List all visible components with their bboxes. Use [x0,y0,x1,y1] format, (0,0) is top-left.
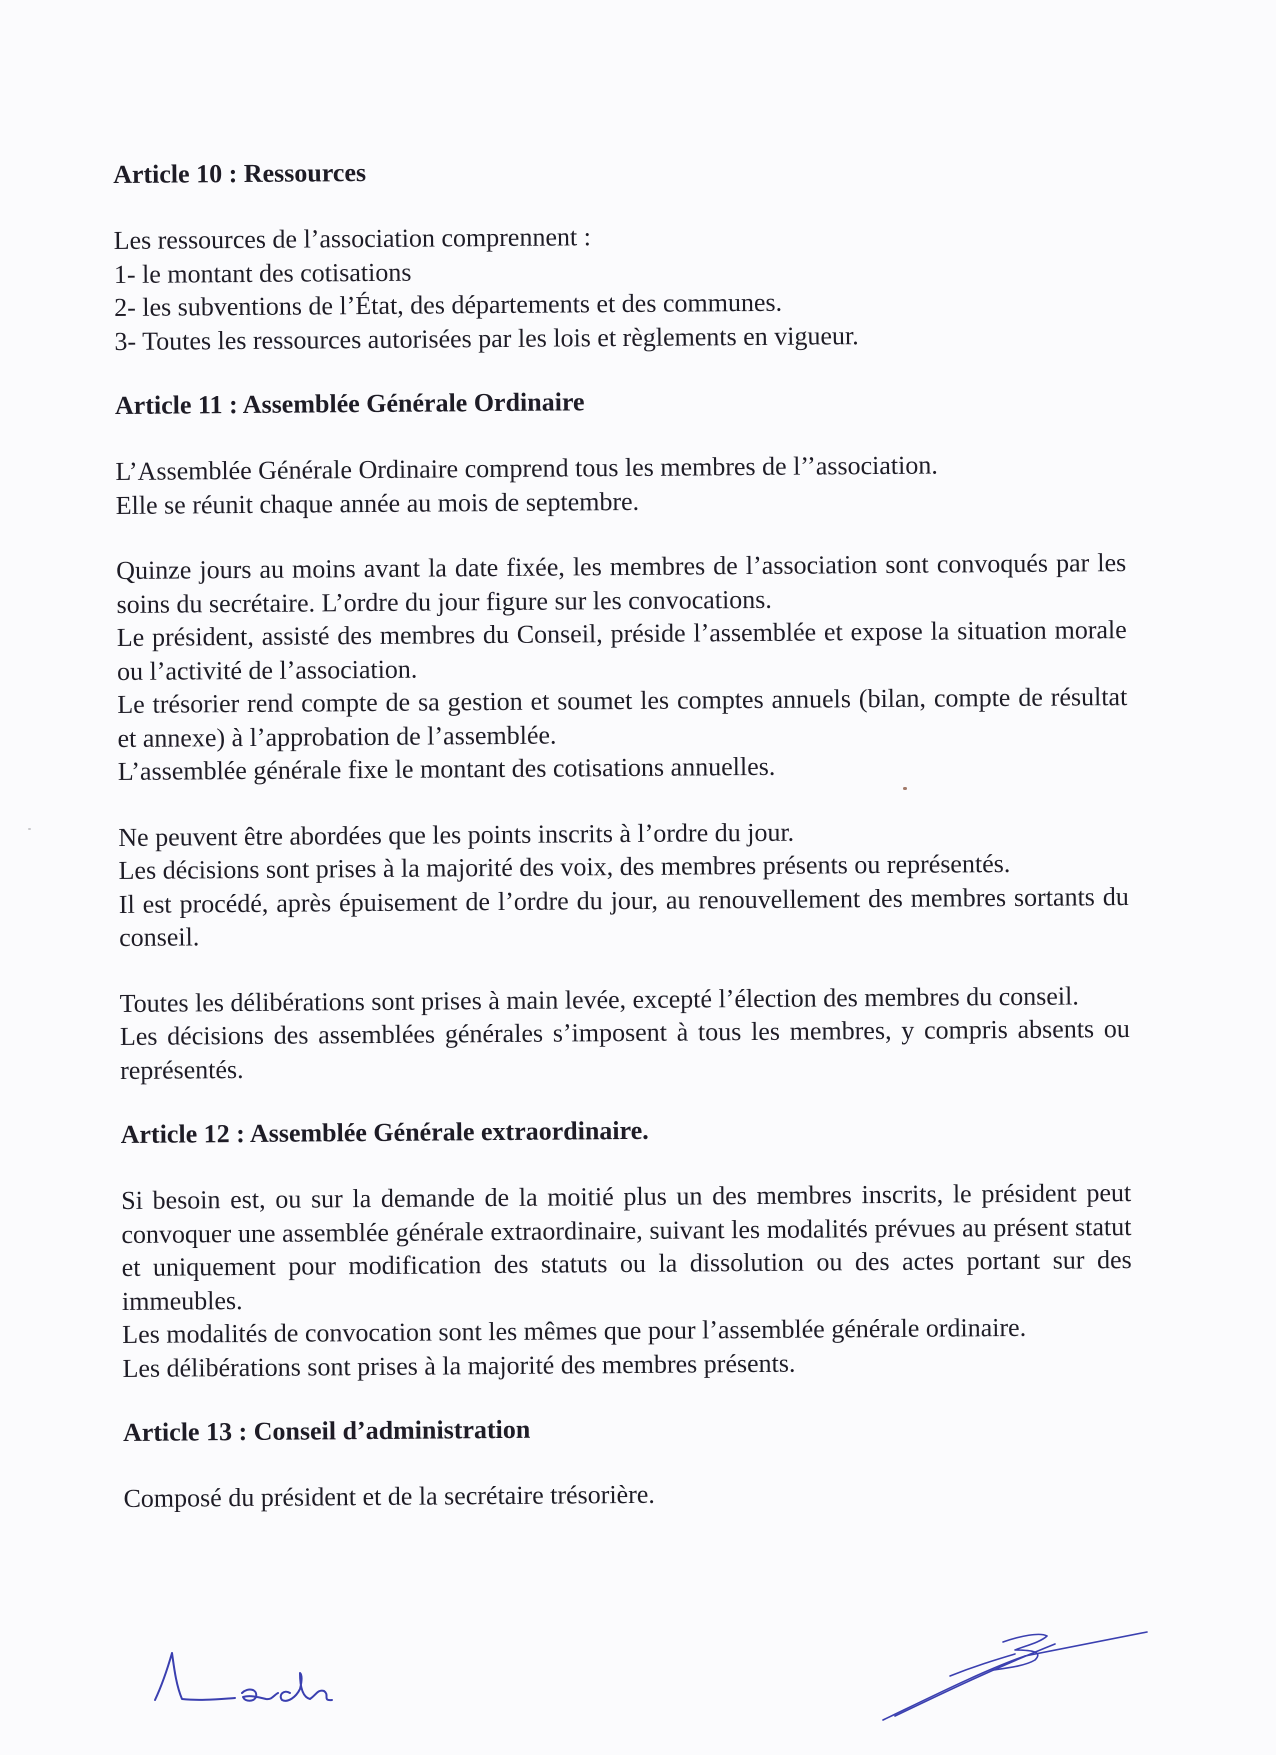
article-11-heading: Article 11 : Assemblée Générale Ordinaire [114,387,585,420]
article-10-line: 1- le montant des cotisations [113,257,412,289]
article-11-line: Toutes les délibérations sont prises à main levée, excepté l’élection des membres du conseil. [119,980,1079,1018]
article-11-line: Les décisions sont prises à la majorité des voix, des membres présents ou représentés. [118,848,1011,885]
article-11-line: Elle se réunit chaque année au mois de septembre. [115,486,640,520]
article-13-line: Composé du président et de la secrétaire trésorière. [123,1479,655,1513]
article-10-heading: Article 10 : Ressources [113,158,367,189]
article-11-line: Il est procédé, après épuisement de l’ordre du jour, au renouvellement des membres sortants du conseil. [118,881,1129,952]
article-11-line: L’Assemblée Générale Ordinaire comprend tous les membres de l’’association. [115,450,938,486]
article-10-line: Les ressources de l’association comprennent : [113,222,591,255]
article-12-line: Les délibérations sont prises à la majorité des membres présents. [122,1348,796,1383]
article-10-line: 3- Toutes les ressources autorisées par les lois et règlements en vigueur. [114,320,859,356]
article-11-line: Le président, assisté des membres du Conseil, préside l’assemblée et expose la situation morale ou l’activité de l’association. [116,615,1127,686]
article-10-line: 2- les subventions de l’État, des départements et des communes. [114,287,783,322]
article-11-line: Ne peuvent être abordées que les points inscrits à l’ordre du jour. [118,817,795,852]
article-11-line: Le trésorier rend compte de sa gestion et soumet les comptes annuels (bilan, compte de résultat et annexe) à l’approbation de l’assemblée. [117,682,1128,753]
signature-right [875,1620,1155,1730]
article-12-line: Les modalités de convocation sont les mêmes que pour l’assemblée générale ordinaire. [122,1312,1027,1349]
article-12-line: Si besoin est, ou sur la demande de la moitié plus un des membres inscrits, le président peut convoquer une assemblée générale extraordinaire, suivant les modalités prévues au présent statut et uniquement pour modification des statuts ou la dissolution ou des actes portant sur des immeubles. [121,1178,1132,1316]
article-11-line: Quinze jours au moins avant la date fixée, les membres de l’association sont convoqués par les soins du secrétaire. L’ordre du jour figure sur les convocations. [116,548,1127,619]
article-13-heading: Article 13 : Conseil d’administration [122,1414,531,1447]
signature-left [150,1645,360,1715]
article-12-heading: Article 12 : Assemblée Générale extraordinaire. [120,1115,649,1149]
scan-speck [903,787,907,790]
scan-speck [28,828,31,830]
document-body [113,150,1134,1515]
article-11-line: Les décisions des assemblées générales s’imposent à tous les membres, y compris absents ou représentés. [119,1014,1130,1085]
article-11-line: L’assemblée générale fixe le montant des cotisations annuelles. [117,751,776,786]
